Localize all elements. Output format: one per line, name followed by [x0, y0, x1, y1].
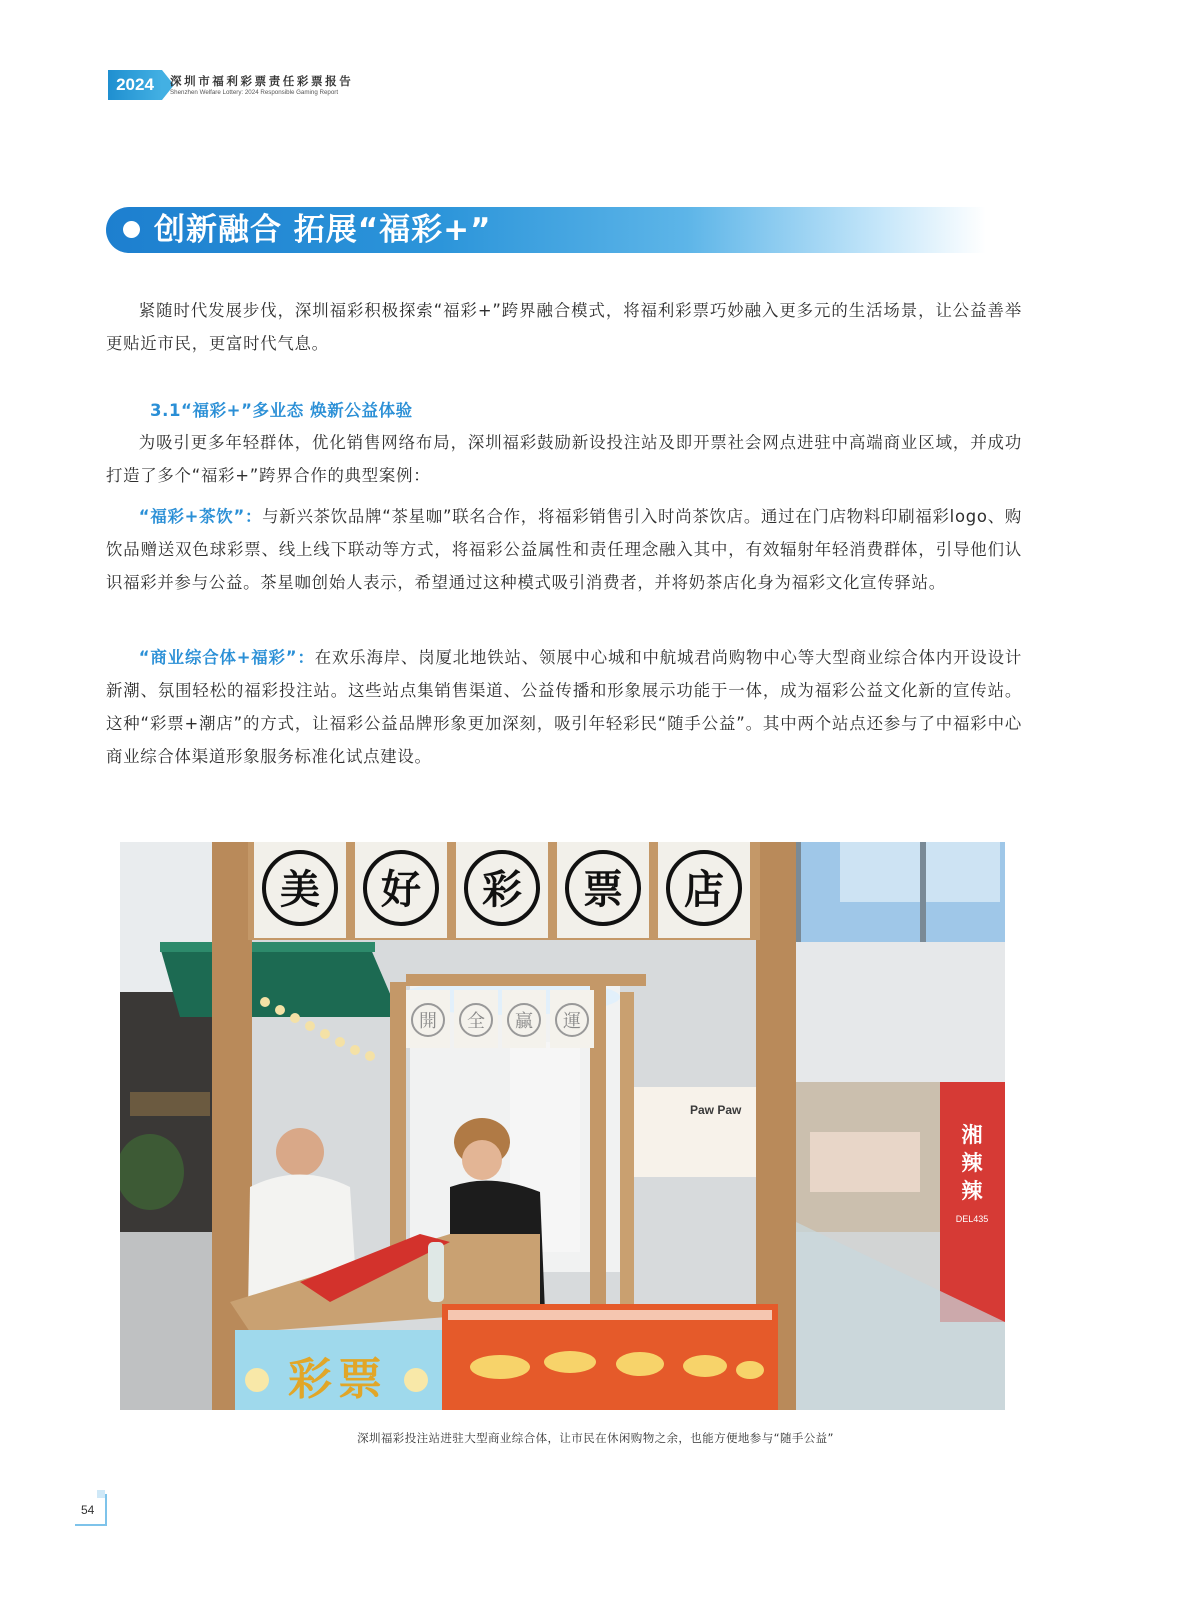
case-tea-label: “福彩+茶饮”：: [138, 507, 263, 526]
subsection-title: 3.1“福彩+”多业态 焕新公益体验: [150, 401, 413, 420]
subsection-paragraph: 为吸引更多年轻群体，优化销售网络布局，深圳福彩鼓励新设投注站及即开票社会网点进驻中高端商业区域，并成功打造了多个“福彩+”跨界合作的典型案例：: [106, 433, 1022, 485]
lottery-kiosk-photo: [120, 842, 1005, 1410]
case-mall-paragraph: [106, 641, 1022, 773]
sign-char-3: 彩: [482, 866, 522, 913]
water-bottle: [428, 1242, 444, 1302]
sign-char-5: 店: [684, 866, 724, 913]
shop-sign-text: Paw Paw: [690, 1103, 742, 1117]
sign-char-4: 票: [583, 866, 623, 913]
lantern-char-1: 開: [419, 1011, 437, 1032]
page-number: 54: [81, 1503, 95, 1517]
banner-char-2: 辣: [961, 1151, 983, 1175]
section-banner: [106, 207, 986, 253]
red-banner-text: [962, 1123, 984, 1203]
photo-illustration: [120, 842, 1005, 1410]
photo-caption: 深圳福彩投注站进驻大型商业综合体，让市民在休闲购物之余，也能方便地参与“随手公益”: [357, 1431, 834, 1445]
case-mall-label: “商业综合体+福彩”：: [138, 648, 315, 667]
section-title: 创新融合 拓展“福彩+”: [154, 212, 492, 248]
banner-char-1: 湘: [961, 1123, 983, 1147]
lantern-char-2: 全: [467, 1011, 485, 1032]
shop-sign: [254, 842, 750, 938]
banner-char-3: 辣: [961, 1179, 983, 1203]
page-number-accent: [97, 1490, 105, 1498]
sign-char-1: 美: [280, 866, 320, 913]
intro-paragraph: 紧随时代发展步伐，深圳福彩积极探索“福彩+”跨界融合模式，将福利彩票巧妙融入更多元的生活场景，让公益善举更贴近市民，更富时代气息。: [106, 301, 1022, 353]
case-tea-text: 与新兴茶饮品牌“茶星咖”联名合作，将福彩销售引入时尚茶饮店。通过在门店物料印刷福彩logo、购饮品赠送双色球彩票、线上线下联动等方式，将福彩公益属性和责任理念融入其中，有效辐射年轻消费群体，引导他们认识福彩并参与公益。茶星咖创始人表示，希望通过这种模式吸引消费者，并将奶茶店化身为福彩文化宣传驿站。: [106, 507, 1022, 592]
header-title-en: Shenzhen Welfare Lottery: 2024 Responsible Gaming Report: [170, 89, 339, 96]
red-banner-code: DEL435: [955, 1214, 989, 1224]
case-mall-text: 在欢乐海岸、岗厦北地铁站、领展中心城和中航城君尚购物中心等大型商业综合体内开设设计新潮、氛围轻松的福彩投注站。这些站点集销售渠道、公益传播和形象展示功能于一体，成为福彩公益文化新的宣传站。这种“彩票+潮店”的方式，让福彩公益品牌形象更加深刻，吸引年轻彩民“随手公益”。其中两个站点还参与了中福彩中心商业综合体渠道形象服务标准化试点建设。: [106, 648, 1023, 766]
lantern-char-4: 運: [563, 1011, 581, 1032]
sign-char-2: 好: [381, 866, 421, 913]
running-header: [108, 70, 408, 102]
case-tea-paragraph: [106, 500, 1022, 599]
header-title-cn: 深圳市福利彩票责任彩票报告: [170, 74, 354, 88]
bullet-dot-icon: [123, 221, 140, 238]
lantern-char-3: 贏: [515, 1011, 533, 1032]
counter-text: 彩票: [288, 1354, 388, 1405]
header-year: 2024: [108, 70, 162, 100]
